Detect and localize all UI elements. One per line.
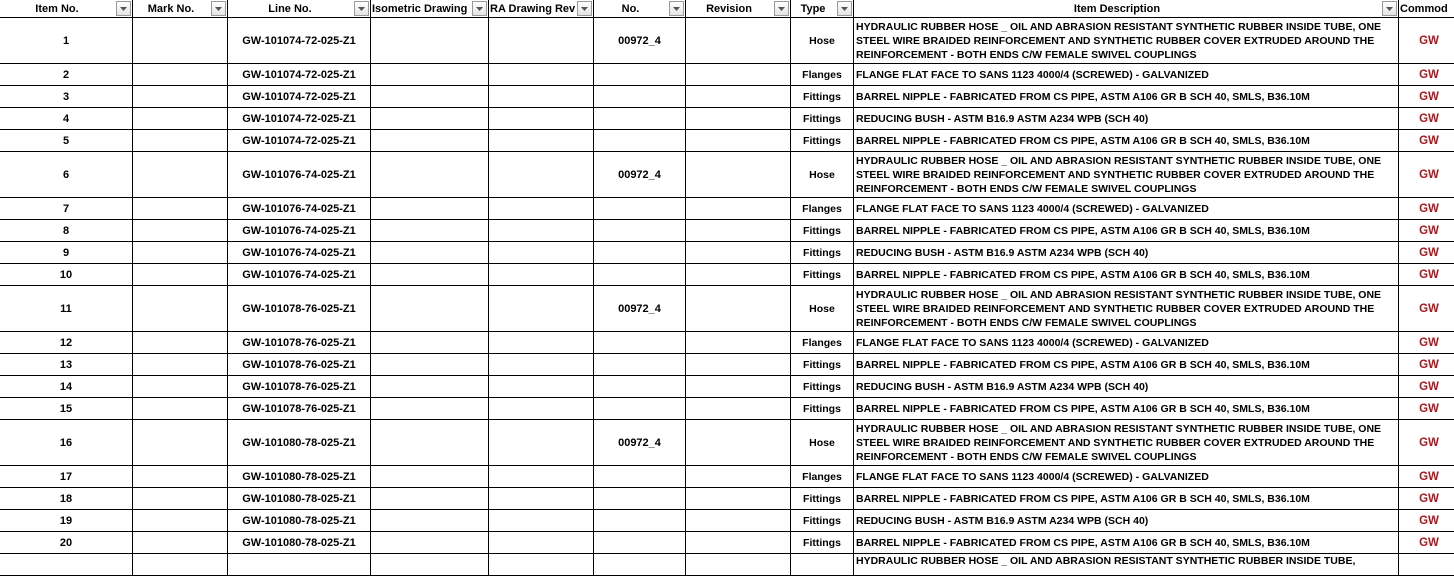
cell-type[interactable]: Fittings [791, 488, 854, 510]
cell-mark-no[interactable] [133, 64, 228, 86]
table-row [0, 130, 1454, 152]
cell-commodity[interactable]: GW [1399, 264, 1454, 286]
column-header-label: Type [800, 3, 826, 15]
cell-item-no[interactable]: 18 [0, 488, 133, 510]
cell-no[interactable] [594, 398, 686, 420]
table-row [0, 532, 1454, 554]
cell-type[interactable]: Flanges [791, 466, 854, 488]
cell-commodity[interactable]: GW [1399, 108, 1454, 130]
cell-line-no[interactable]: GW-101076-74-025-Z1 [228, 264, 371, 286]
column-header-label: Revision [706, 3, 752, 15]
cell-line-no[interactable]: GW-101080-78-025-Z1 [228, 420, 371, 466]
cell-mark-no[interactable] [133, 264, 228, 286]
cell-line-no[interactable]: GW-101078-76-025-Z1 [228, 376, 371, 398]
cell-isometric-drawing[interactable] [371, 532, 489, 554]
filter-dropdown-arrow-icon[interactable] [116, 1, 131, 16]
table-row [0, 86, 1454, 108]
cell-ra-drawing-rev[interactable] [489, 130, 594, 152]
cell-item-no[interactable]: 4 [0, 108, 133, 130]
table-row [0, 354, 1454, 376]
cell-isometric-drawing[interactable] [371, 64, 489, 86]
cell-isometric-drawing[interactable] [371, 286, 489, 332]
cell-item-no[interactable]: 12 [0, 332, 133, 354]
cell-line-no[interactable]: GW-101076-74-025-Z1 [228, 242, 371, 264]
cell-item-description[interactable]: FLANGE FLAT FACE TO SANS 1123 4000/4 (SCREWED) - GALVANIZED [854, 332, 1399, 354]
cell-type[interactable]: Hose [791, 286, 854, 332]
table-row [0, 198, 1454, 220]
table-row [0, 466, 1454, 488]
cell-item-description[interactable]: BARREL NIPPLE - FABRICATED FROM CS PIPE, ASTM A106 GR B SCH 40, SMLS, B36.10M [854, 86, 1399, 108]
column-header-label: No. [621, 3, 640, 15]
cell-type[interactable]: Hose [791, 420, 854, 466]
column-header-label: Mark No. [147, 3, 195, 15]
column-header-isometric-drawing [371, 0, 489, 18]
column-header-revision [686, 0, 791, 18]
cell-isometric-drawing[interactable] [371, 510, 489, 532]
cell-item-description[interactable]: REDUCING BUSH - ASTM B16.9 ASTM A234 WPB (SCH 40) [854, 376, 1399, 398]
cell-isometric-drawing[interactable] [371, 354, 489, 376]
cell-ra-drawing-rev[interactable] [489, 398, 594, 420]
cell-isometric-drawing[interactable] [371, 264, 489, 286]
cell-line-no[interactable]: GW-101078-76-025-Z1 [228, 354, 371, 376]
cell-isometric-drawing[interactable] [371, 152, 489, 198]
cell-line-no[interactable]: GW-101074-72-025-Z1 [228, 64, 371, 86]
cell-commodity[interactable]: GW [1399, 198, 1454, 220]
cell-type[interactable]: Fittings [791, 108, 854, 130]
cell-item-description[interactable]: FLANGE FLAT FACE TO SANS 1123 4000/4 (SCREWED) - GALVANIZED [854, 466, 1399, 488]
table-row [0, 242, 1454, 264]
table-row [0, 332, 1454, 354]
column-header-mark-no [133, 0, 228, 18]
cell-revision[interactable] [686, 510, 791, 532]
table-row [0, 108, 1454, 130]
table-row [0, 18, 1454, 64]
cell-mark-no[interactable] [133, 86, 228, 108]
cell-no[interactable]: 00972_4 [594, 152, 686, 198]
cell-item-description[interactable]: FLANGE FLAT FACE TO SANS 1123 4000/4 (SCREWED) - GALVANIZED [854, 198, 1399, 220]
cell-ra-drawing-rev[interactable] [489, 152, 594, 198]
column-header-type [791, 0, 854, 18]
cell-type[interactable]: Fittings [791, 130, 854, 152]
cell-ra-drawing-rev[interactable] [489, 532, 594, 554]
cell-item-description[interactable]: BARREL NIPPLE - FABRICATED FROM CS PIPE, ASTM A106 GR B SCH 40, SMLS, B36.10M [854, 130, 1399, 152]
cell-commodity[interactable]: GW [1399, 532, 1454, 554]
cell-mark-no[interactable] [133, 532, 228, 554]
cell-no[interactable] [594, 510, 686, 532]
cell-ra-drawing-rev[interactable] [489, 420, 594, 466]
cell-no[interactable]: 00972_4 [594, 18, 686, 64]
cell-ra-drawing-rev[interactable] [489, 64, 594, 86]
cell-item-description[interactable]: REDUCING BUSH - ASTM B16.9 ASTM A234 WPB (SCH 40) [854, 242, 1399, 264]
cell-item-no[interactable] [0, 554, 133, 576]
cell-line-no[interactable]: GW-101076-74-025-Z1 [228, 152, 371, 198]
cell-line-no[interactable]: GW-101076-74-025-Z1 [228, 220, 371, 242]
cell-commodity[interactable]: GW [1399, 242, 1454, 264]
cell-item-no[interactable]: 2 [0, 64, 133, 86]
filter-dropdown-arrow-icon[interactable] [354, 1, 369, 16]
table-row [0, 420, 1454, 466]
cell-isometric-drawing[interactable] [371, 108, 489, 130]
cell-isometric-drawing[interactable] [371, 18, 489, 64]
cell-no[interactable] [594, 354, 686, 376]
cell-no[interactable] [594, 554, 686, 576]
cell-isometric-drawing[interactable] [371, 86, 489, 108]
cell-revision[interactable] [686, 286, 791, 332]
cell-type[interactable] [791, 554, 854, 576]
cell-isometric-drawing[interactable] [371, 488, 489, 510]
cell-mark-no[interactable] [133, 554, 228, 576]
cell-revision[interactable] [686, 64, 791, 86]
cell-no[interactable] [594, 488, 686, 510]
cell-type[interactable]: Fittings [791, 220, 854, 242]
cell-isometric-drawing[interactable] [371, 398, 489, 420]
cell-line-no[interactable]: GW-101074-72-025-Z1 [228, 130, 371, 152]
cell-mark-no[interactable] [133, 466, 228, 488]
column-header-label: Item No. [35, 3, 79, 15]
column-header-label: Line No. [268, 3, 312, 15]
cell-revision[interactable] [686, 488, 791, 510]
table-row [0, 64, 1454, 86]
cell-mark-no[interactable] [133, 510, 228, 532]
cell-item-description[interactable]: HYDRAULIC RUBBER HOSE _ OIL AND ABRASION RESISTANT SYNTHETIC RUBBER INSIDE TUBE, [854, 554, 1399, 576]
cell-commodity[interactable]: GW [1399, 152, 1454, 198]
cell-line-no[interactable] [228, 554, 371, 576]
cell-item-description[interactable]: HYDRAULIC RUBBER HOSE _ OIL AND ABRASION RESISTANT SYNTHETIC RUBBER INSIDE TUBE, ONE STEEL WIRE BRAIDED REINFORCEMENT AND SYNTHETIC RUBBER COVER EXTRUDED AROUND THE REINFORCEMENT - BOTH ENDS C/W FEMALE SWIVEL COUPLINGS [854, 18, 1399, 64]
cell-commodity[interactable]: GW [1399, 130, 1454, 152]
cell-ra-drawing-rev[interactable] [489, 466, 594, 488]
cell-commodity[interactable]: GW [1399, 18, 1454, 64]
cell-commodity[interactable]: GW [1399, 466, 1454, 488]
cell-mark-no[interactable] [133, 130, 228, 152]
cell-mark-no[interactable] [133, 152, 228, 198]
cell-revision[interactable] [686, 198, 791, 220]
column-header-ra-drawing-rev [489, 0, 594, 18]
cell-type[interactable]: Fittings [791, 532, 854, 554]
cell-revision[interactable] [686, 130, 791, 152]
column-header-line-no [228, 0, 371, 18]
cell-ra-drawing-rev[interactable] [489, 554, 594, 576]
cell-line-no[interactable]: GW-101074-72-025-Z1 [228, 108, 371, 130]
cell-mark-no[interactable] [133, 488, 228, 510]
cell-mark-no[interactable] [133, 198, 228, 220]
cell-item-description[interactable]: HYDRAULIC RUBBER HOSE _ OIL AND ABRASION RESISTANT SYNTHETIC RUBBER INSIDE TUBE, ONE STEEL WIRE BRAIDED REINFORCEMENT AND SYNTHETIC RUBBER COVER EXTRUDED AROUND THE REINFORCEMENT - BOTH ENDS C/W FEMALE SWIVEL COUPLINGS [854, 286, 1399, 332]
filter-dropdown-arrow-icon[interactable] [669, 1, 684, 16]
column-header-item-description [854, 0, 1399, 18]
cell-revision[interactable] [686, 152, 791, 198]
cell-item-no[interactable]: 14 [0, 376, 133, 398]
column-header-commodity [1399, 0, 1454, 18]
cell-isometric-drawing[interactable] [371, 332, 489, 354]
cell-isometric-drawing[interactable] [371, 220, 489, 242]
cell-no[interactable] [594, 130, 686, 152]
filter-dropdown-arrow-icon[interactable] [837, 1, 852, 16]
cell-revision[interactable] [686, 532, 791, 554]
cell-commodity[interactable]: GW [1399, 420, 1454, 466]
column-header-item-no [0, 0, 133, 18]
column-header-label: Isometric Drawing [372, 3, 468, 15]
cell-ra-drawing-rev[interactable] [489, 198, 594, 220]
filter-dropdown-arrow-icon[interactable] [1382, 1, 1397, 16]
cell-commodity[interactable]: GW [1399, 510, 1454, 532]
cell-commodity[interactable]: GW [1399, 376, 1454, 398]
cell-item-no[interactable]: 5 [0, 130, 133, 152]
cell-mark-no[interactable] [133, 18, 228, 64]
cell-revision[interactable] [686, 554, 791, 576]
cell-revision[interactable] [686, 220, 791, 242]
cell-type[interactable]: Flanges [791, 64, 854, 86]
cell-mark-no[interactable] [133, 242, 228, 264]
cell-revision[interactable] [686, 86, 791, 108]
column-header-label: Commod [1400, 3, 1448, 15]
cell-line-no[interactable]: GW-101080-78-025-Z1 [228, 466, 371, 488]
cell-item-no[interactable]: 3 [0, 86, 133, 108]
column-header-no [594, 0, 686, 18]
cell-commodity[interactable]: GW [1399, 332, 1454, 354]
cell-line-no[interactable]: GW-101074-72-025-Z1 [228, 18, 371, 64]
cell-mark-no[interactable] [133, 398, 228, 420]
table-row [0, 152, 1454, 198]
cell-revision[interactable] [686, 264, 791, 286]
cell-ra-drawing-rev[interactable] [489, 510, 594, 532]
table-row [0, 376, 1454, 398]
cell-revision[interactable] [686, 420, 791, 466]
cell-item-description[interactable]: REDUCING BUSH - ASTM B16.9 ASTM A234 WPB (SCH 40) [854, 108, 1399, 130]
cell-item-no[interactable]: 16 [0, 420, 133, 466]
table-row [0, 554, 1454, 576]
cell-no[interactable] [594, 198, 686, 220]
cell-item-description[interactable]: BARREL NIPPLE - FABRICATED FROM CS PIPE, ASTM A106 GR B SCH 40, SMLS, B36.10M [854, 264, 1399, 286]
cell-item-no[interactable]: 17 [0, 466, 133, 488]
cell-commodity[interactable]: GW [1399, 220, 1454, 242]
filter-dropdown-arrow-icon[interactable] [577, 1, 592, 16]
cell-type[interactable]: Hose [791, 18, 854, 64]
cell-revision[interactable] [686, 242, 791, 264]
cell-item-description[interactable]: FLANGE FLAT FACE TO SANS 1123 4000/4 (SCREWED) - GALVANIZED [854, 64, 1399, 86]
cell-mark-no[interactable] [133, 354, 228, 376]
cell-revision[interactable] [686, 398, 791, 420]
cell-revision[interactable] [686, 354, 791, 376]
table-row [0, 220, 1454, 242]
filter-dropdown-arrow-icon[interactable] [211, 1, 226, 16]
cell-item-no[interactable]: 20 [0, 532, 133, 554]
cell-item-description[interactable]: BARREL NIPPLE - FABRICATED FROM CS PIPE, ASTM A106 GR B SCH 40, SMLS, B36.10M [854, 532, 1399, 554]
table-row [0, 398, 1454, 420]
cell-revision[interactable] [686, 18, 791, 64]
cell-item-no[interactable]: 8 [0, 220, 133, 242]
cell-no[interactable]: 00972_4 [594, 420, 686, 466]
column-header-label: RA Drawing Rev [490, 3, 576, 15]
filter-dropdown-arrow-icon[interactable] [774, 1, 789, 16]
cell-type[interactable]: Flanges [791, 198, 854, 220]
cell-isometric-drawing[interactable] [371, 554, 489, 576]
cell-mark-no[interactable] [133, 286, 228, 332]
cell-type[interactable]: Fittings [791, 354, 854, 376]
cell-ra-drawing-rev[interactable] [489, 264, 594, 286]
cell-type[interactable]: Fittings [791, 510, 854, 532]
cell-mark-no[interactable] [133, 108, 228, 130]
cell-ra-drawing-rev[interactable] [489, 286, 594, 332]
cell-no[interactable] [594, 86, 686, 108]
cell-no[interactable] [594, 108, 686, 130]
cell-isometric-drawing[interactable] [371, 198, 489, 220]
filter-dropdown-arrow-icon[interactable] [472, 1, 487, 16]
cell-commodity[interactable]: GW [1399, 86, 1454, 108]
table-row [0, 488, 1454, 510]
cell-item-description[interactable]: BARREL NIPPLE - FABRICATED FROM CS PIPE, ASTM A106 GR B SCH 40, SMLS, B36.10M [854, 354, 1399, 376]
cell-mark-no[interactable] [133, 376, 228, 398]
cell-type[interactable]: Fittings [791, 376, 854, 398]
cell-type[interactable]: Fittings [791, 264, 854, 286]
cell-ra-drawing-rev[interactable] [489, 354, 594, 376]
cell-commodity[interactable]: GW [1399, 64, 1454, 86]
cell-no[interactable]: 00972_4 [594, 286, 686, 332]
cell-item-no[interactable]: 7 [0, 198, 133, 220]
cell-type[interactable]: Flanges [791, 332, 854, 354]
cell-ra-drawing-rev[interactable] [489, 332, 594, 354]
cell-isometric-drawing[interactable] [371, 130, 489, 152]
cell-item-no[interactable]: 10 [0, 264, 133, 286]
cell-no[interactable] [594, 242, 686, 264]
cell-type[interactable]: Hose [791, 152, 854, 198]
table-row [0, 510, 1454, 532]
cell-no[interactable] [594, 264, 686, 286]
cell-item-no[interactable]: 9 [0, 242, 133, 264]
table-row [0, 264, 1454, 286]
column-header-label: Item Description [1073, 3, 1161, 15]
cell-ra-drawing-rev[interactable] [489, 488, 594, 510]
cell-line-no[interactable]: GW-101080-78-025-Z1 [228, 532, 371, 554]
cell-item-no[interactable]: 19 [0, 510, 133, 532]
cell-type[interactable]: Fittings [791, 86, 854, 108]
cell-line-no[interactable]: GW-101078-76-025-Z1 [228, 332, 371, 354]
cell-line-no[interactable]: GW-101080-78-025-Z1 [228, 488, 371, 510]
cell-isometric-drawing[interactable] [371, 376, 489, 398]
cell-no[interactable] [594, 64, 686, 86]
cell-line-no[interactable]: GW-101078-76-025-Z1 [228, 398, 371, 420]
cell-ra-drawing-rev[interactable] [489, 242, 594, 264]
cell-item-description[interactable]: BARREL NIPPLE - FABRICATED FROM CS PIPE, ASTM A106 GR B SCH 40, SMLS, B36.10M [854, 220, 1399, 242]
cell-item-no[interactable]: 6 [0, 152, 133, 198]
cell-isometric-drawing[interactable] [371, 242, 489, 264]
cell-revision[interactable] [686, 332, 791, 354]
cell-item-description[interactable]: REDUCING BUSH - ASTM B16.9 ASTM A234 WPB (SCH 40) [854, 510, 1399, 532]
cell-commodity[interactable]: GW [1399, 488, 1454, 510]
cell-commodity[interactable]: GW [1399, 354, 1454, 376]
cell-item-description[interactable]: BARREL NIPPLE - FABRICATED FROM CS PIPE, ASTM A106 GR B SCH 40, SMLS, B36.10M [854, 398, 1399, 420]
cell-no[interactable] [594, 220, 686, 242]
cell-revision[interactable] [686, 108, 791, 130]
cell-item-description[interactable]: HYDRAULIC RUBBER HOSE _ OIL AND ABRASION RESISTANT SYNTHETIC RUBBER INSIDE TUBE, ONE STEEL WIRE BRAIDED REINFORCEMENT AND SYNTHETIC RUBBER COVER EXTRUDED AROUND THE REINFORCEMENT - BOTH ENDS C/W FEMALE SWIVEL COUPLINGS [854, 152, 1399, 198]
cell-mark-no[interactable] [133, 332, 228, 354]
cell-revision[interactable] [686, 376, 791, 398]
cell-item-no[interactable]: 1 [0, 18, 133, 64]
cell-type[interactable]: Fittings [791, 242, 854, 264]
cell-item-no[interactable]: 13 [0, 354, 133, 376]
cell-item-no[interactable]: 11 [0, 286, 133, 332]
cell-revision[interactable] [686, 466, 791, 488]
cell-line-no[interactable]: GW-101078-76-025-Z1 [228, 286, 371, 332]
cell-isometric-drawing[interactable] [371, 420, 489, 466]
cell-no[interactable] [594, 332, 686, 354]
cell-ra-drawing-rev[interactable] [489, 376, 594, 398]
cell-commodity[interactable]: GW [1399, 286, 1454, 332]
cell-ra-drawing-rev[interactable] [489, 220, 594, 242]
cell-commodity[interactable]: GW [1399, 398, 1454, 420]
cell-ra-drawing-rev[interactable] [489, 86, 594, 108]
cell-item-description[interactable]: HYDRAULIC RUBBER HOSE _ OIL AND ABRASION RESISTANT SYNTHETIC RUBBER INSIDE TUBE, ONE STEEL WIRE BRAIDED REINFORCEMENT AND SYNTHETIC RUBBER COVER EXTRUDED AROUND THE REINFORCEMENT - BOTH ENDS C/W FEMALE SWIVEL COUPLINGS [854, 420, 1399, 466]
cell-ra-drawing-rev[interactable] [489, 18, 594, 64]
cell-isometric-drawing[interactable] [371, 466, 489, 488]
cell-line-no[interactable]: GW-101074-72-025-Z1 [228, 86, 371, 108]
header-row [0, 0, 1454, 18]
cell-no[interactable] [594, 466, 686, 488]
cell-item-no[interactable]: 15 [0, 398, 133, 420]
cell-commodity[interactable] [1399, 554, 1454, 576]
cell-mark-no[interactable] [133, 420, 228, 466]
table-row [0, 286, 1454, 332]
cell-ra-drawing-rev[interactable] [489, 108, 594, 130]
cell-type[interactable]: Fittings [791, 398, 854, 420]
cell-line-no[interactable]: GW-101076-74-025-Z1 [228, 198, 371, 220]
cell-no[interactable] [594, 376, 686, 398]
cell-mark-no[interactable] [133, 220, 228, 242]
cell-item-description[interactable]: BARREL NIPPLE - FABRICATED FROM CS PIPE, ASTM A106 GR B SCH 40, SMLS, B36.10M [854, 488, 1399, 510]
cell-no[interactable] [594, 532, 686, 554]
cell-line-no[interactable]: GW-101080-78-025-Z1 [228, 510, 371, 532]
